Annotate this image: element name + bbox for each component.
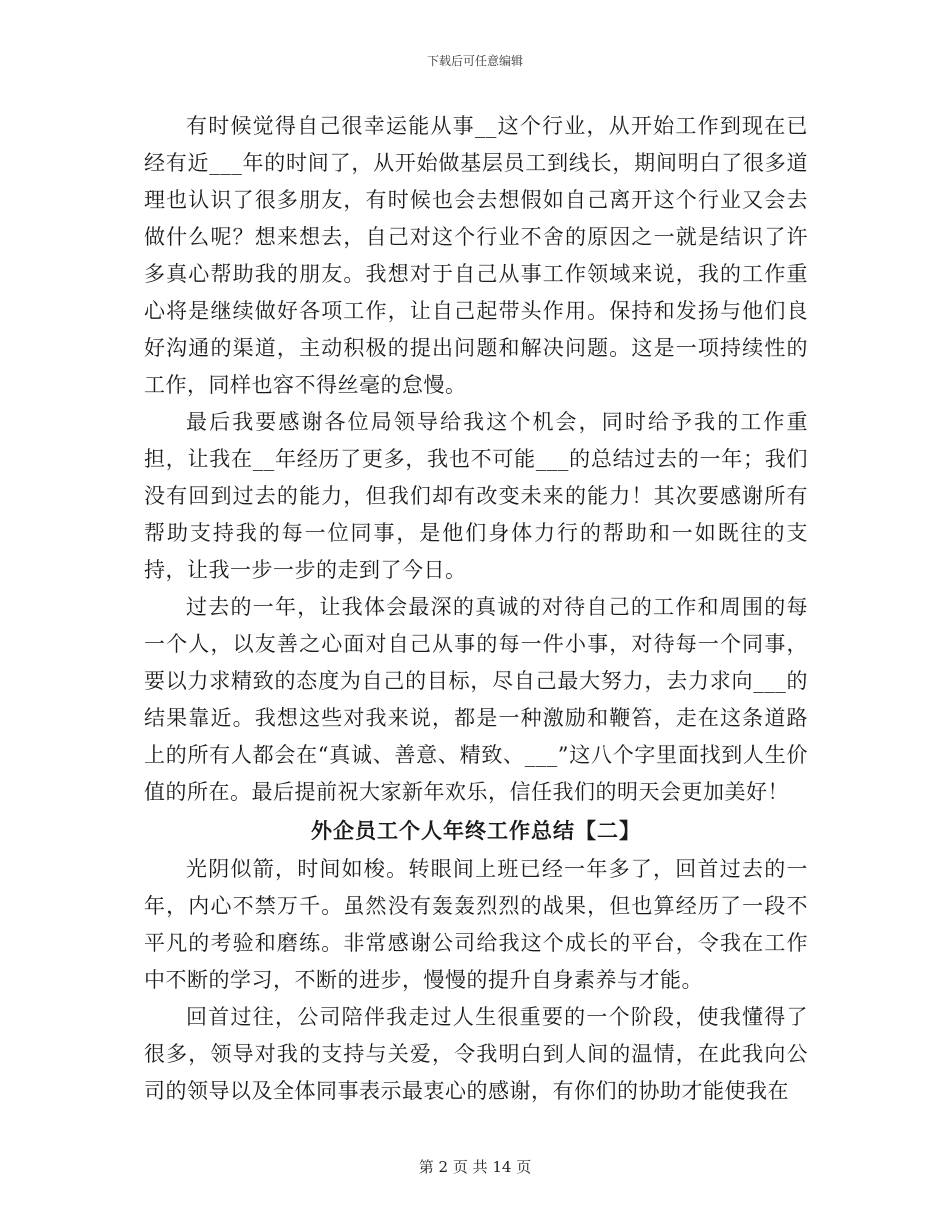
document-body [144,108,808,1110]
paragraph-1: 有时候觉得自己很幸运能从事__这个行业，从开始工作到现在已经有近___年的时间了，从开始做基层员工到线长，期间明白了很多道理也认识了很多朋友，有时候也会去想假如自己离开这个行业又会去做什么呢？想来想去，自己对这个行业不舍的原因之一就是结识了许多真心帮助我的朋友。我想对于自己从事工作领域来说，我的工作重心将是继续做好各项工作，让自己起带头作用。保持和发扬与他们良好沟通的渠道，主动积极的提出问题和解决问题。这是一项持续性的工作，同样也容不得丝毫的怠慢。 [144,114,808,397]
paragraph-3: 过去的一年，让我体会最深的真诚的对待自己的工作和周围的每一个人，以友善之心面对自己从事的每一件小事，对待每一个同事，要以力求精致的态度为自己的目标，尽自己最大努力，去力求向___的结果靠近。我想这些对我来说，都是一种激励和鞭笞，走在这条道路上的所有人都会在“真诚、善意、精致、___”这八个字里面找到人生价值的所在。最后提前祝大家新年欢乐，信任我们的明天会更加美好！ [144,595,808,804]
page-footer: 第 2 页 共 14 页 [418,1158,532,1176]
paragraph-4: 光阴似箭，时间如梭。转眼间上班已经一年多了，回首过去的一年，内心不禁万千。虽然没有轰轰烈烈的战果，但也算经历了一段不平凡的考验和磨练。非常感谢公司给我这个成长的平台，令我在工作中不断的学习，不断的进步，慢慢的提升自身素养与才能。 [144,857,808,992]
page-header: 下载后可任意编辑 [426,54,523,68]
section-title: 外企员工个人年终工作总结【二】 [311,818,641,843]
paragraph-2: 最后我要感谢各位局领导给我这个机会，同时给予我的工作重担，让我在__年经历了更多，我也不可能___的总结过去的一年；我们没有回到过去的能力，但我们却有改变未来的能力！其次要感谢所有帮助支持我的每一位同事，是他们身体力行的帮助和一如既往的支持，让我一步一步的走到了今日。 [144,410,808,582]
paragraph-5: 回首过往，公司陪伴我走过人生很重要的一个阶段，使我懂得了很多，领导对我的支持与关爱，令我明白到人间的温情，在此我向公司的领导以及全体同事表示最衷心的感谢，有你们的协助才能使我在 [144,1005,808,1103]
